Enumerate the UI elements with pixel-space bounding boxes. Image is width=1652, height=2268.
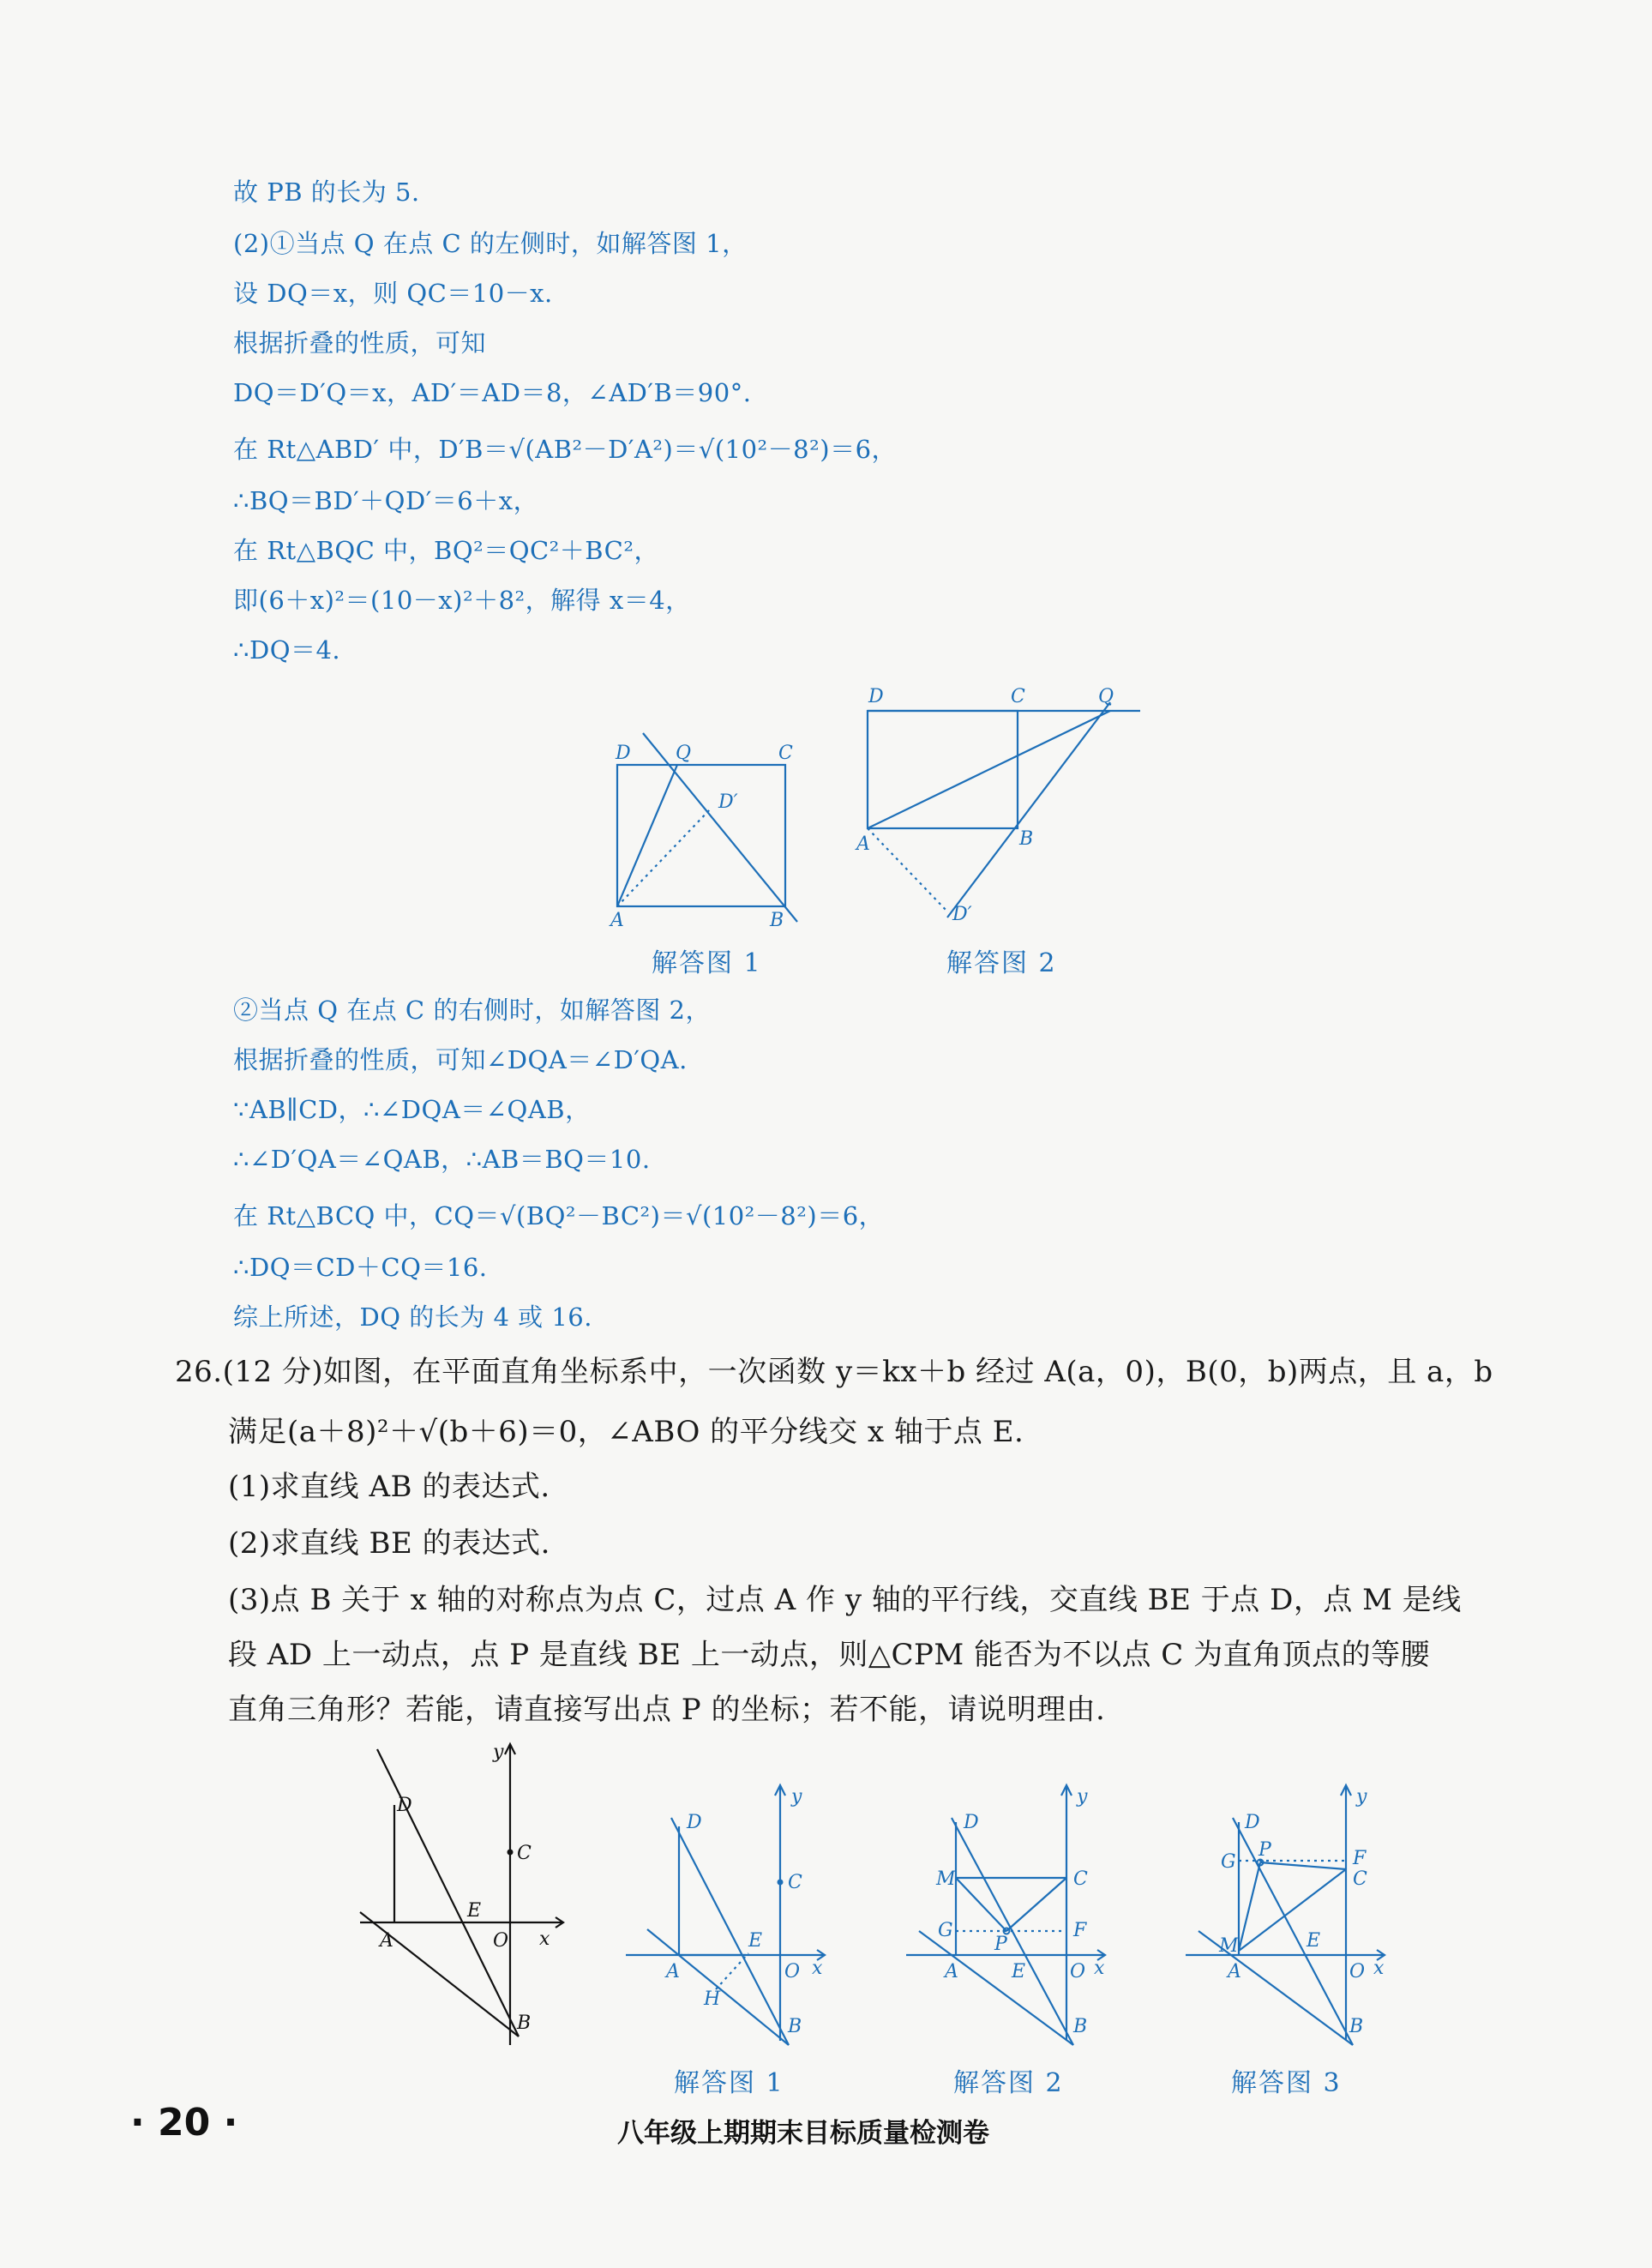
label-C: C bbox=[1011, 686, 1025, 707]
caption-answer-fig-b2: 解答图 2 bbox=[953, 2068, 1064, 2098]
label-O: O bbox=[1070, 1961, 1086, 1982]
label-D-prime: D′ bbox=[952, 904, 972, 925]
label-C: C bbox=[788, 1872, 802, 1893]
label-O: O bbox=[1349, 1961, 1366, 1982]
caption-answer-fig-2: 解答图 2 bbox=[946, 948, 1057, 978]
label-A: A bbox=[1228, 1961, 1241, 1982]
figure-answer-2 bbox=[853, 682, 1153, 930]
label-B: B bbox=[517, 2012, 532, 2034]
answer-line: ∴DQ＝CD＋CQ＝16. bbox=[233, 1253, 488, 1282]
question-line: (2)求直线 BE 的表达式. bbox=[228, 1526, 550, 1561]
label-M: M bbox=[936, 1868, 956, 1890]
question-line: 26.(12 分)如图，在平面直角坐标系中，一次函数 y＝kx＋b 经过 A(a，0)，B(0，b)两点，且 a，b bbox=[175, 1355, 1493, 1389]
page-number: · 20 · bbox=[130, 2101, 238, 2145]
answer-line: ∴DQ＝4. bbox=[233, 635, 341, 665]
answer-line: 设 DQ＝x，则 QC＝10－x. bbox=[233, 279, 553, 308]
figure-answer-b2 bbox=[902, 1784, 1116, 2049]
label-P: P bbox=[994, 1934, 1007, 1955]
label-G: G bbox=[1221, 1851, 1236, 1873]
answer-line: 故 PB 的长为 5. bbox=[233, 177, 420, 207]
question-line: (3)点 B 关于 x 轴的对称点为点 C，过点 A 作 y 轴的平行线，交直线 BE 于点 D，点 M 是线 bbox=[228, 1583, 1462, 1617]
answer-line: 在 Rt△ABD′ 中，D′B＝√(AB²－D′A²)＝√(10²－8²)＝6， bbox=[233, 435, 898, 464]
caption-answer-fig-b1: 解答图 1 bbox=[674, 2068, 784, 2098]
label-D: D bbox=[1245, 1812, 1260, 1833]
figure-answer-b1 bbox=[622, 1784, 827, 2049]
label-O: O bbox=[493, 1930, 509, 1952]
label-A: A bbox=[945, 1961, 958, 1982]
label-B: B bbox=[788, 2016, 802, 2037]
label-C: C bbox=[778, 743, 793, 764]
label-B: B bbox=[1073, 2016, 1088, 2037]
footer-title: 八年级上期期末目标质量检测卷 bbox=[617, 2118, 989, 2149]
label-H: H bbox=[704, 1988, 721, 2010]
label-P: P bbox=[1259, 1839, 1271, 1861]
label-B: B bbox=[1019, 828, 1034, 850]
caption-answer-fig-b3: 解答图 3 bbox=[1231, 2068, 1342, 2098]
label-E: E bbox=[467, 1900, 482, 1922]
label-M: M bbox=[1219, 1935, 1239, 1957]
label-C: C bbox=[1353, 1868, 1367, 1890]
figure-answer-1 bbox=[592, 729, 814, 935]
answer-line: 即(6＋x)²＝(10－x)²＋8²，解得 x＝4， bbox=[233, 586, 691, 615]
label-O: O bbox=[784, 1961, 801, 1982]
question-line: 直角三角形？若能，请直接写出点 P 的坐标；若不能，请说明理由. bbox=[228, 1693, 1106, 1727]
label-y: y bbox=[1356, 1786, 1367, 1808]
label-D: D bbox=[868, 686, 884, 707]
answer-line: 在 Rt△BCQ 中，CQ＝√(BQ²－BC²)＝√(10²－8²)＝6， bbox=[233, 1201, 885, 1230]
label-E: E bbox=[1307, 1930, 1321, 1952]
answer-line: 综上所述，DQ 的长为 4 或 16. bbox=[233, 1302, 592, 1332]
caption-answer-fig-1: 解答图 1 bbox=[652, 948, 762, 978]
question-line: 段 AD 上一动点，点 P 是直线 BE 上一动点，则△CPM 能否为不以点 C 为直角顶点的等腰 bbox=[228, 1638, 1431, 1672]
label-B: B bbox=[770, 910, 784, 931]
label-y: y bbox=[1077, 1786, 1088, 1808]
label-y: y bbox=[493, 1742, 504, 1763]
answer-line: 根据折叠的性质，可知 bbox=[233, 328, 487, 358]
label-B: B bbox=[1349, 2016, 1364, 2037]
label-x: x bbox=[539, 1928, 550, 1950]
label-x: x bbox=[812, 1958, 823, 1979]
label-C: C bbox=[1073, 1868, 1088, 1890]
label-A: A bbox=[610, 910, 624, 931]
label-G: G bbox=[938, 1920, 953, 1941]
question-line: (1)求直线 AB 的表达式. bbox=[228, 1470, 550, 1504]
label-D-prime: D′ bbox=[718, 791, 738, 813]
figure-question-26 bbox=[356, 1741, 579, 2049]
answer-line: 在 Rt△BQC 中，BQ²＝QC²＋BC²， bbox=[233, 536, 659, 565]
answer-line: (2)①当点 Q 在点 C 的左侧时，如解答图 1， bbox=[233, 229, 748, 258]
label-E: E bbox=[1012, 1961, 1026, 1982]
label-Q: Q bbox=[1098, 686, 1114, 707]
answer-line: DQ＝D′Q＝x，AD′＝AD＝8，∠AD′B＝90°. bbox=[233, 378, 752, 407]
label-x: x bbox=[1094, 1958, 1105, 1979]
label-A: A bbox=[666, 1961, 680, 1982]
answer-line: ∴BQ＝BD′＋QD′＝6＋x， bbox=[233, 486, 539, 515]
answer-line: 根据折叠的性质，可知∠DQA＝∠D′QA. bbox=[233, 1045, 688, 1074]
question-line: 满足(a＋8)²＋√(b＋6)＝0，∠ABO 的平分线交 x 轴于点 E. bbox=[228, 1415, 1024, 1449]
label-F: F bbox=[1073, 1920, 1087, 1941]
label-D: D bbox=[687, 1812, 702, 1833]
figure-answer-b3 bbox=[1181, 1784, 1396, 2049]
label-D: D bbox=[397, 1795, 412, 1816]
answer-line: ∵AB∥CD，∴∠DQA＝∠QAB， bbox=[233, 1095, 591, 1124]
label-Q: Q bbox=[676, 743, 692, 764]
label-C: C bbox=[517, 1843, 532, 1864]
label-D: D bbox=[616, 743, 631, 764]
label-A: A bbox=[380, 1930, 393, 1952]
answer-line: ②当点 Q 在点 C 的右侧时，如解答图 2， bbox=[233, 996, 712, 1025]
answer-line: ∴∠D′QA＝∠QAB，∴AB＝BQ＝10. bbox=[233, 1145, 651, 1174]
label-D: D bbox=[964, 1812, 979, 1833]
label-E: E bbox=[748, 1930, 763, 1952]
label-x: x bbox=[1373, 1958, 1385, 1979]
label-y: y bbox=[791, 1786, 802, 1808]
label-F: F bbox=[1353, 1848, 1367, 1869]
label-A: A bbox=[856, 833, 870, 855]
